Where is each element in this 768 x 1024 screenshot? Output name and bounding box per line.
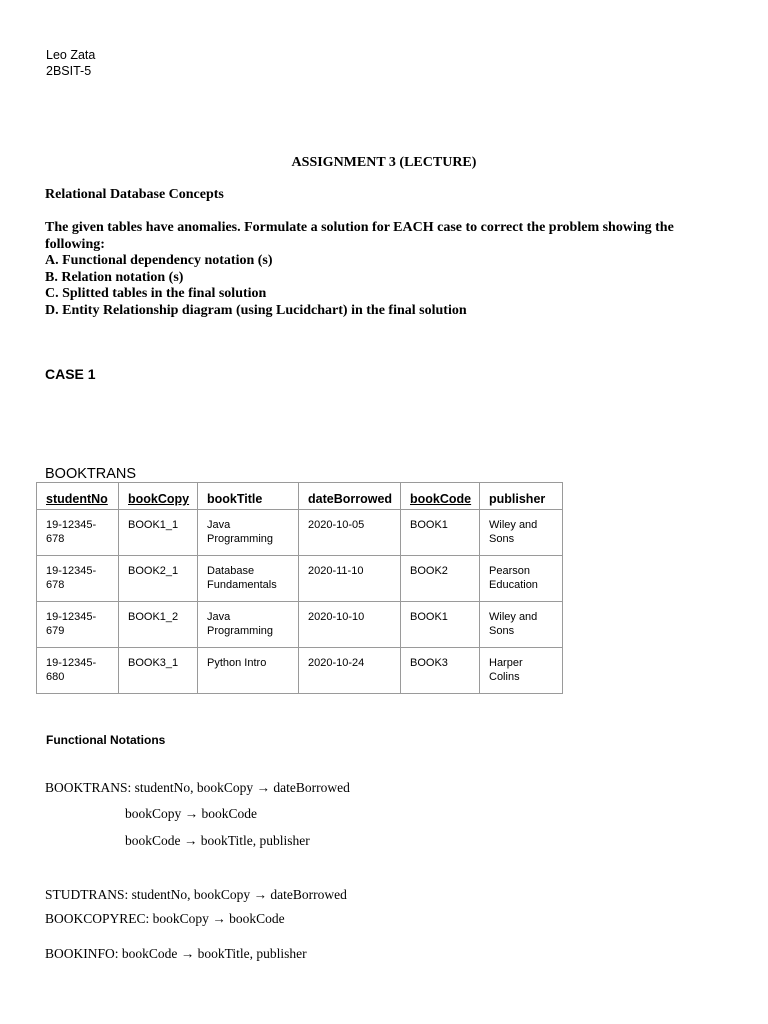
instructions	[45, 220, 725, 319]
table-cell: 19-12345-680	[37, 648, 119, 694]
table-cell: Database Fundamentals	[198, 556, 299, 602]
notation-line: BOOKCOPYREC: bookCopy → bookCode	[45, 911, 285, 926]
table-cell: Wiley and Sons	[480, 602, 563, 648]
notation-line: STUDTRANS: studentNo, bookCopy → dateBorrowed	[45, 887, 347, 902]
column-header: publisher	[480, 483, 563, 510]
table-cell: Python Intro	[198, 648, 299, 694]
column-header: bookCopy	[119, 483, 198, 510]
table-cell: BOOK2	[401, 556, 480, 602]
assignment-title: ASSIGNMENT 3 (LECTURE)	[291, 155, 477, 170]
instruction-item: B. Relation notation (s)	[45, 269, 184, 285]
column-header: bookCode	[401, 483, 480, 510]
assignment-subtitle: Relational Database Concepts	[45, 187, 224, 202]
table-cell: BOOK2_1	[119, 556, 198, 602]
column-header: studentNo	[37, 483, 119, 510]
notation-line: BOOKTRANS: studentNo, bookCopy → dateBorrowed	[45, 780, 350, 795]
table-cell: 19-12345-679	[37, 602, 119, 648]
table-cell: Pearson Education	[480, 556, 563, 602]
notation-line: BOOKINFO: bookCode → bookTitle, publisher	[45, 946, 307, 961]
student-section: 2BSIT-5	[46, 64, 92, 78]
table-row	[37, 556, 563, 602]
table-cell: 2020-11-10	[299, 556, 401, 602]
instruction-item: D. Entity Relationship diagram (using Lucidchart) in the final solution	[45, 302, 467, 318]
table-cell: 2020-10-24	[299, 648, 401, 694]
table-cell: 19-12345-678	[37, 510, 119, 556]
column-header: dateBorrowed	[299, 483, 401, 510]
table-row	[37, 602, 563, 648]
column-header: bookTitle	[198, 483, 299, 510]
table-cell: Harper Colins	[480, 648, 563, 694]
table-cell: BOOK1_1	[119, 510, 198, 556]
notation-line: bookCopy → bookCode	[125, 806, 258, 821]
table-cell: BOOK3	[401, 648, 480, 694]
table-title: BOOKTRANS	[45, 466, 137, 482]
table-cell: BOOK1	[401, 510, 480, 556]
instructions-intro: The given tables have anomalies. Formulate a solution for EACH case to correct the problem showing the following:	[45, 220, 674, 252]
table-cell: 2020-10-05	[299, 510, 401, 556]
table-cell: Wiley and Sons	[480, 510, 563, 556]
table-cell: BOOK1	[401, 602, 480, 648]
instruction-item: A. Functional dependency notation (s)	[45, 253, 273, 268]
table-cell: BOOK3_1	[119, 648, 198, 694]
table-cell: 19-12345-678	[37, 556, 119, 602]
functional-notations-title: Functional Notations	[46, 733, 166, 747]
table-cell: Java Programming	[198, 510, 299, 556]
table-cell: BOOK1_2	[119, 602, 198, 648]
table-cell: 2020-10-10	[299, 602, 401, 648]
instruction-item: C. Splitted tables in the final solution	[45, 286, 267, 301]
table-cell: Java Programming	[198, 602, 299, 648]
table-row	[37, 648, 563, 694]
table-row	[37, 510, 563, 556]
booktrans-table	[36, 482, 563, 694]
table-header-row	[37, 483, 563, 510]
case-label: CASE 1	[45, 366, 96, 382]
notation-line: bookCode → bookTitle, publisher	[125, 833, 310, 848]
student-header	[46, 47, 95, 79]
student-name: Leo Zata	[46, 48, 96, 62]
